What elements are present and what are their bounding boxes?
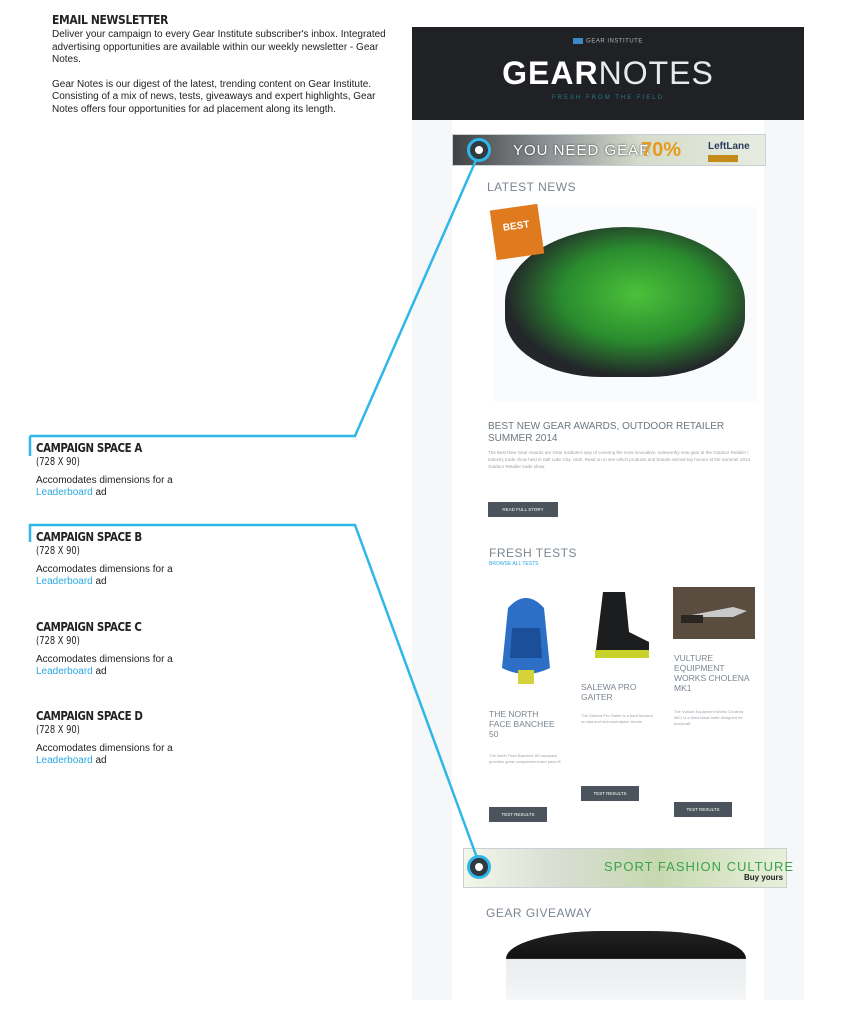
latest-news-heading: LATEST NEWS	[487, 180, 577, 194]
desc-text: Accomodates dimensions for a	[36, 564, 173, 575]
product-body: The North Face Banchee 50 backpack provides great compartment and pack-fit	[489, 753, 561, 764]
intro-paragraph-2: Gear Notes is our digest of the latest, trending content on Gear Institute. Consisting of a mix of news, tests, giveaways and expert highlights, Gear Notes offers four opportunities for ad placement along its length.	[52, 78, 376, 115]
knife-icon	[673, 587, 755, 639]
brand-icon	[573, 38, 583, 44]
campaign-space-description	[36, 475, 266, 499]
campaign-space-title: CAMPAIGN SPACE B	[36, 529, 142, 544]
newsletter-header	[412, 27, 804, 120]
title-light: NOTES	[598, 55, 714, 91]
campaign-space-dimensions: (728 X 90)	[36, 544, 80, 557]
campaign-space-dimensions: (728 X 90)	[36, 634, 80, 647]
leaderboard-link[interactable]: Leaderboard	[36, 576, 93, 587]
marker-a	[467, 138, 491, 162]
product-body: The Vulture Equipment Works Cholena MK1 is a fixed blade knife designed for bushcraft	[674, 709, 744, 726]
marker-b	[467, 855, 491, 879]
desc-text: Accomodates dimensions for a	[36, 654, 173, 665]
goggle-image	[506, 931, 746, 1000]
read-full-story-button[interactable]: READ FULL STORY	[488, 502, 558, 517]
title-bold: GEAR	[502, 55, 599, 91]
intro-title: EMAIL NEWSLETTER	[52, 12, 169, 27]
ad-banner-a[interactable]	[452, 134, 766, 166]
ad-brand: LeftLane	[708, 141, 750, 152]
best-badge: BEST	[490, 204, 544, 260]
test-results-button[interactable]: TEST RESULTS	[489, 807, 547, 822]
article-body: The Best New Gear Awards are Gear Institute's way of covering the most innovative, noteworthy new gear at the Outdoor Retailer / industry trade show held in Salt Lake City, Utah. Read on to see which products and brands earned top honors at the Summer 2014 Outdoor Retailer trade show.	[488, 450, 751, 469]
boot-icon	[585, 588, 655, 663]
desc-suffix: ad	[95, 487, 107, 498]
campaign-space-description	[36, 564, 266, 588]
campaign-space-dimensions: (728 X 90)	[36, 723, 80, 736]
product-title[interactable]: SALEWA PRO GAITER	[581, 682, 637, 702]
ad-text: YOU NEED GEAR	[513, 142, 652, 159]
product-title[interactable]: THE NORTH FACE BANCHEE 50	[489, 709, 555, 739]
brand-logo	[412, 38, 804, 45]
campaign-space-dimensions: (728 X 90)	[36, 455, 80, 468]
campaign-space-b	[36, 529, 266, 588]
browse-tests-link[interactable]: BROWSE ALL TESTS	[489, 561, 539, 567]
campaign-space-d	[36, 708, 266, 767]
campaign-space-description	[36, 743, 266, 767]
desc-text: Accomodates dimensions for a	[36, 475, 173, 486]
leaderboard-link[interactable]: Leaderboard	[36, 487, 93, 498]
product-title[interactable]: VULTURE EQUIPMENT WORKS CHOLENA MK1	[674, 653, 750, 693]
desc-suffix: ad	[95, 576, 107, 587]
leaderboard-link[interactable]: Leaderboard	[36, 755, 93, 766]
campaign-space-description	[36, 654, 266, 678]
brand-name: GEAR INSTITUTE	[586, 38, 643, 45]
newsletter-tagline: FRESH FROM THE FIELD	[552, 95, 664, 101]
campaign-space-c	[36, 619, 266, 678]
desc-suffix: ad	[95, 666, 107, 677]
ad-percent: 70%	[641, 139, 682, 161]
ad-cta[interactable]: Buy yours	[744, 873, 784, 882]
campaign-space-title: CAMPAIGN SPACE C	[36, 619, 142, 634]
desc-suffix: ad	[95, 755, 107, 766]
ad-text: SPORT FASHION CULTURE	[604, 859, 795, 874]
campaign-space-a	[36, 440, 266, 499]
newsletter-title	[412, 55, 804, 92]
test-results-button[interactable]: TEST RESULTS	[674, 802, 732, 817]
ad-shop-button[interactable]	[708, 155, 738, 162]
backpack-icon	[490, 588, 562, 688]
helmet-image	[493, 207, 757, 402]
intro-paragraph-1: Deliver your campaign to every Gear Institute subscriber's inbox. Integrated advertising opportunities are available within our weekly newsletter - Gear Notes.	[52, 29, 386, 65]
gear-giveaway-heading: GEAR GIVEAWAY	[486, 906, 593, 920]
ad-banner-b[interactable]	[463, 848, 795, 888]
test-results-button[interactable]: TEST RESULTS	[581, 786, 639, 801]
product-body: The Salewa Pro Gaiter is a boot focused on fast and technical alpine terrain	[581, 713, 653, 724]
campaign-space-title: CAMPAIGN SPACE D	[36, 708, 143, 723]
campaign-space-title: CAMPAIGN SPACE A	[36, 440, 142, 455]
knife-image	[673, 587, 755, 639]
desc-text: Accomodates dimensions for a	[36, 743, 173, 754]
backpack-image	[490, 588, 562, 688]
intro	[52, 12, 397, 128]
boot-image	[585, 588, 655, 663]
article-title[interactable]: BEST NEW GEAR AWARDS, OUTDOOR RETAILER SUMMER 2014	[488, 421, 725, 444]
leaderboard-link[interactable]: Leaderboard	[36, 666, 93, 677]
fresh-tests-heading: FRESH TESTS	[489, 546, 577, 560]
